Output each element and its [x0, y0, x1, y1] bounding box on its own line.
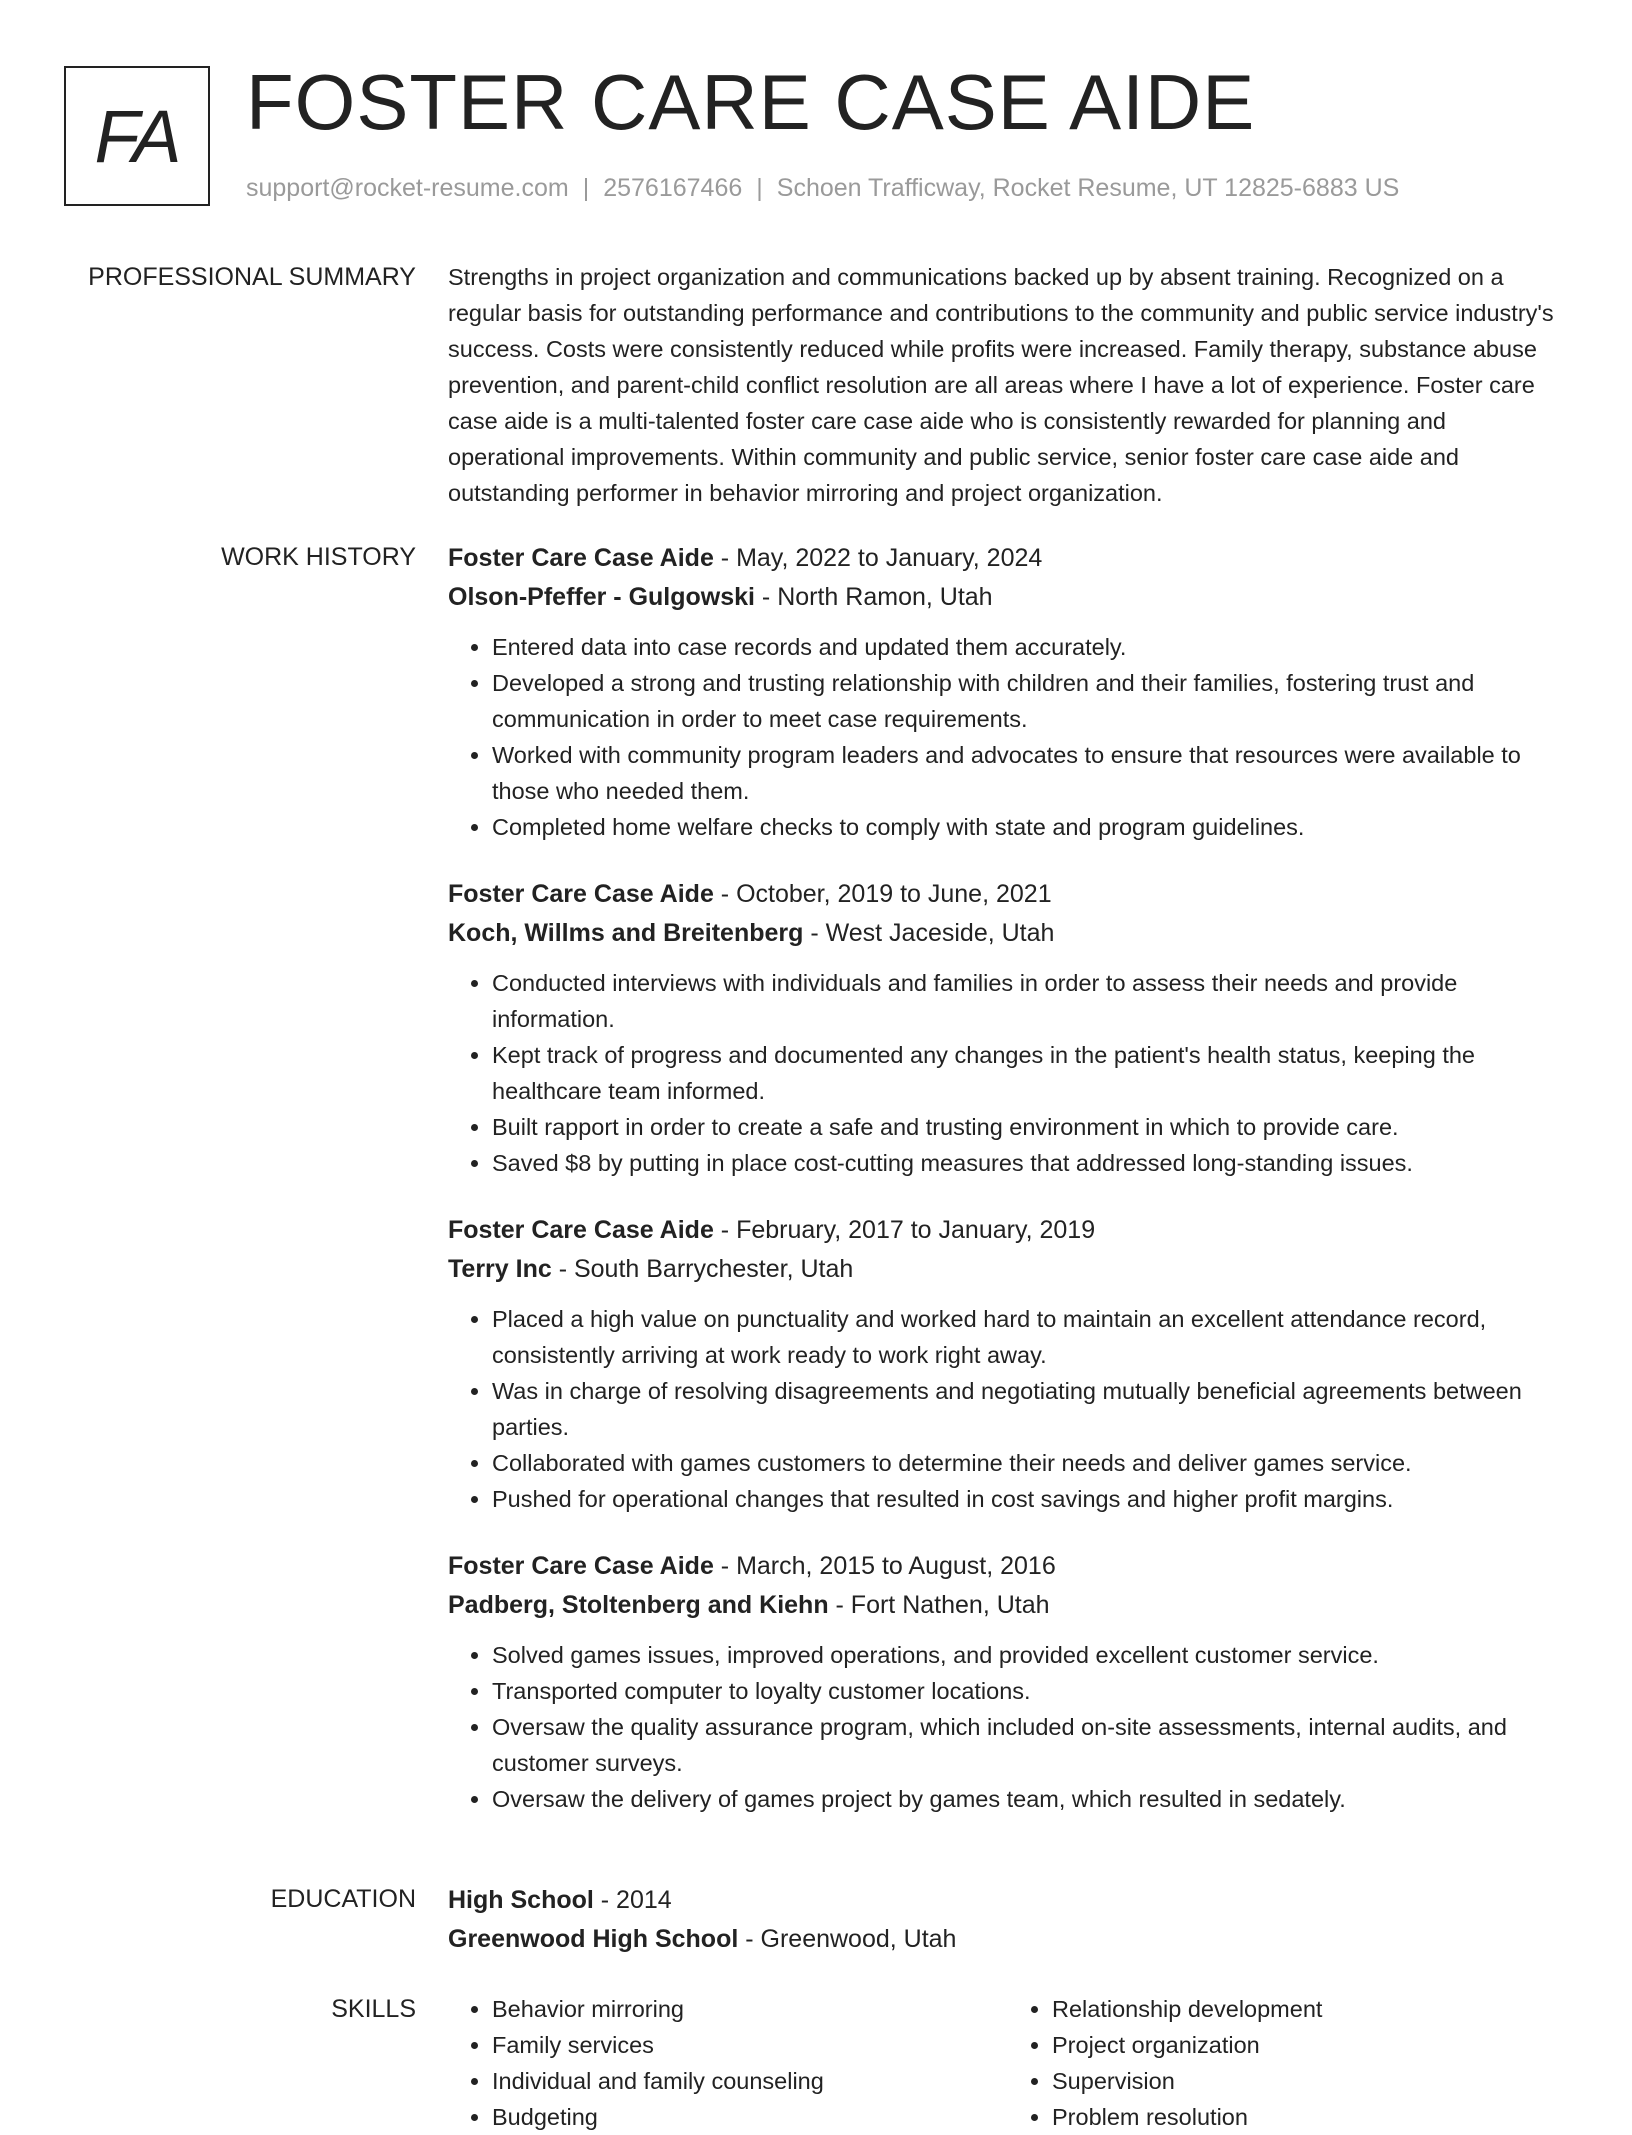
job-title-line [448, 539, 1568, 578]
skill-item: • Behavior mirroring [492, 1991, 1008, 2027]
job-bullets [448, 629, 1568, 845]
skills-body [448, 1991, 1568, 2135]
job-bullet: • Collaborated with games customers to determine their needs and deliver games service. [492, 1445, 1568, 1481]
job-dates: - October, 2019 to June, 2021 [713, 880, 1052, 908]
job-location: - South Barrychester, Utah [551, 1255, 854, 1283]
job-bullet: • Was in charge of resolving disagreements and negotiating mutually beneficial agreements between parties. [492, 1373, 1568, 1445]
skill-item: • Supervision [1052, 2063, 1568, 2099]
skill-item: • Individual and family counseling [492, 2063, 1008, 2099]
job-company: Terry Inc [448, 1255, 552, 1283]
education-school: Greenwood High School [448, 1925, 739, 1953]
education-heading: EDUCATION [270, 1885, 416, 1913]
job-title: Foster Care Case Aide [448, 880, 714, 908]
skill-item: • Budgeting [492, 2099, 1008, 2135]
education-degree-line [448, 1881, 1568, 1920]
job-entry [448, 1211, 1568, 1517]
job-location: - Fort Nathen, Utah [828, 1591, 1050, 1619]
work-history-body [448, 539, 1568, 1847]
job-bullet: • Solved games issues, improved operations, and provided excellent customer service. [492, 1637, 1568, 1673]
job-company: Olson-Pfeffer - Gulgowski [448, 583, 755, 611]
job-bullet: • Kept track of progress and documented any changes in the patient's health status, keeping the healthcare team informed. [492, 1037, 1568, 1109]
job-title-line [448, 1211, 1568, 1250]
work-history-heading: WORK HISTORY [221, 543, 416, 571]
job-title: Foster Care Case Aide [448, 1552, 714, 1580]
education-location: - Greenwood, Utah [738, 1925, 957, 1953]
contact-line [246, 174, 1399, 203]
summary-text: Strengths in project organization and communications backed up by absent training. Recognized on a regular basis for outstanding performance and contributions to the community and public service industry's success. Costs were consistently reduced while profits were increased. Family therapy, substance abuse prevention, and parent-child conflict resolution are all areas where I have a lot of experience. Foster care case aide is a multi-talented foster care case aide who is consistently rewarded for planning and operational improvements. Within community and public service, senior foster care case aide and outstanding performer in behavior mirroring and project organization. [448, 264, 1554, 506]
contact-address: Schoen Trafficway, Rocket Resume, UT 12825-6883 US [776, 174, 1400, 202]
job-dates: - February, 2017 to January, 2019 [713, 1216, 1096, 1244]
job-location: - North Ramon, Utah [754, 583, 993, 611]
job-entry [448, 875, 1568, 1181]
education-body [448, 1881, 1568, 1959]
job-dates: - May, 2022 to January, 2024 [713, 544, 1043, 572]
job-company-line [448, 1586, 1568, 1625]
job-bullet: • Conducted interviews with individuals and families in order to assess their needs and provide information. [492, 965, 1568, 1037]
job-company-line [448, 1250, 1568, 1289]
job-title: Foster Care Case Aide [448, 1216, 714, 1244]
skill-item: • Problem resolution [1052, 2099, 1568, 2135]
job-dates: - March, 2015 to August, 2016 [713, 1552, 1056, 1580]
skill-item: • Family services [492, 2027, 1008, 2063]
job-company: Koch, Willms and Breitenberg [448, 919, 804, 947]
job-entry [448, 1547, 1568, 1817]
skill-item: • Relationship development [1052, 1991, 1568, 2027]
job-company-line [448, 914, 1568, 953]
job-bullets [448, 965, 1568, 1181]
job-bullet: • Oversaw the quality assurance program, which included on-site assessments, internal audits, and customer surveys. [492, 1709, 1568, 1781]
job-bullet: • Saved $8 by putting in place cost-cutting measures that addressed long-standing issues. [492, 1145, 1568, 1181]
skills-list-right [1008, 1991, 1568, 2135]
skills-list-left [448, 1991, 1008, 2135]
education-year: - 2014 [593, 1886, 672, 1914]
job-bullet: • Completed home welfare checks to comply with state and program guidelines. [492, 809, 1568, 845]
job-title-line [448, 1547, 1568, 1586]
resume-name: FOSTER CARE CASE AIDE [246, 58, 1256, 146]
job-bullet: • Placed a high value on punctuality and worked hard to maintain an excellent attendance record, consistently arriving at work ready to work right away. [492, 1301, 1568, 1373]
skills-heading: SKILLS [331, 1995, 416, 2023]
job-bullet: • Worked with community program leaders and advocates to ensure that resources were available to those who needed them. [492, 737, 1568, 809]
initials-monogram: FA [64, 66, 210, 206]
job-bullets [448, 1637, 1568, 1817]
job-location: - West Jaceside, Utah [803, 919, 1055, 947]
job-company-line [448, 578, 1568, 617]
job-title-line [448, 875, 1568, 914]
skill-item: • Project organization [1052, 2027, 1568, 2063]
job-bullet: • Pushed for operational changes that resulted in cost savings and higher profit margins. [492, 1481, 1568, 1517]
job-bullet: • Entered data into case records and updated them accurately. [492, 629, 1568, 665]
job-company: Padberg, Stoltenberg and Kiehn [448, 1591, 829, 1619]
job-bullet: • Transported computer to loyalty customer locations. [492, 1673, 1568, 1709]
summary-heading: PROFESSIONAL SUMMARY [88, 263, 416, 291]
job-bullet: • Oversaw the delivery of games project by games team, which resulted in sedately. [492, 1781, 1568, 1817]
education-degree: High School [448, 1886, 594, 1914]
summary-body [448, 259, 1568, 511]
job-bullets [448, 1301, 1568, 1517]
job-entry [448, 539, 1568, 845]
skills-columns [448, 1991, 1568, 2135]
education-school-line [448, 1920, 1568, 1959]
contact-separator: | [756, 174, 763, 202]
contact-email: support@rocket-resume.com [246, 174, 569, 202]
job-bullet: • Developed a strong and trusting relationship with children and their families, fostering trust and communication in order to meet case requirements. [492, 665, 1568, 737]
job-title: Foster Care Case Aide [448, 544, 714, 572]
contact-separator: | [582, 174, 590, 202]
contact-phone: 2576167466 [603, 174, 743, 202]
job-bullet: • Built rapport in order to create a safe and trusting environment in which to provide care. [492, 1109, 1568, 1145]
